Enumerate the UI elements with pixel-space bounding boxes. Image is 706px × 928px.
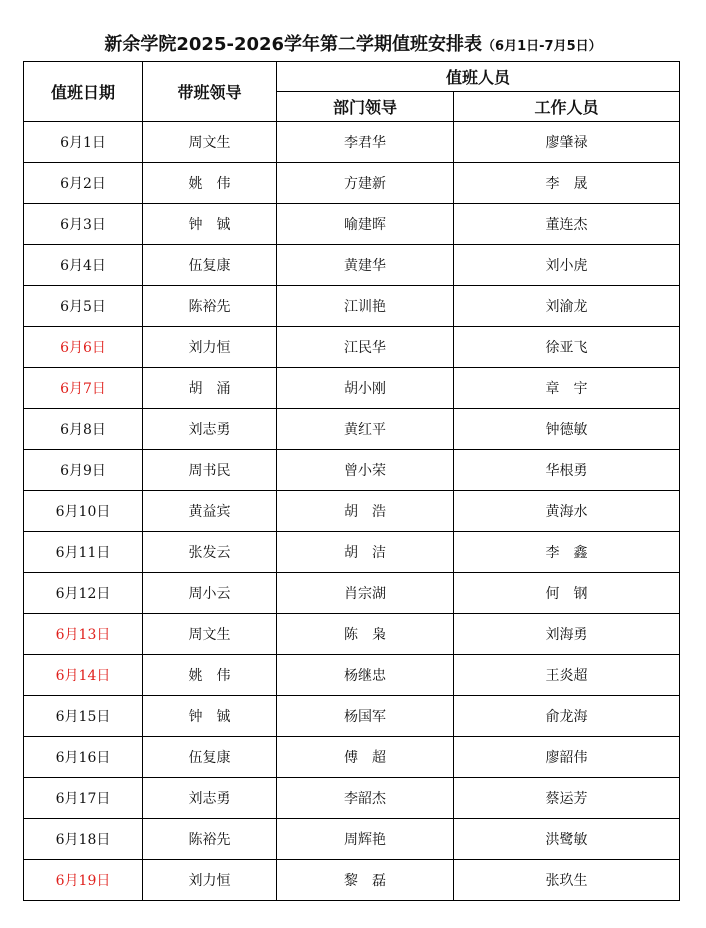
header-leader: 带班领导	[143, 62, 277, 122]
dept-leader-cell: 杨继忠	[277, 655, 454, 696]
leader-cell: 姚 伟	[143, 163, 277, 204]
table-body	[24, 122, 680, 901]
leader-cell: 周文生	[143, 614, 277, 655]
worker-cell: 华根勇	[454, 450, 680, 491]
worker-cell: 徐亚飞	[454, 327, 680, 368]
table-row	[24, 491, 680, 532]
dept-leader-cell: 黄红平	[277, 409, 454, 450]
date-cell: 6月5日	[24, 286, 143, 327]
dept-leader-cell: 方建新	[277, 163, 454, 204]
table-row	[24, 409, 680, 450]
date-cell: 6月4日	[24, 245, 143, 286]
table-row	[24, 614, 680, 655]
leader-cell: 刘力恒	[143, 327, 277, 368]
table-row	[24, 122, 680, 163]
worker-cell: 洪鹭敏	[454, 819, 680, 860]
table-row	[24, 573, 680, 614]
date-cell: 6月16日	[24, 737, 143, 778]
date-cell: 6月10日	[24, 491, 143, 532]
leader-cell: 陈裕先	[143, 286, 277, 327]
worker-cell: 王炎超	[454, 655, 680, 696]
table-row	[24, 819, 680, 860]
dept-leader-cell: 胡小刚	[277, 368, 454, 409]
dept-leader-cell: 李韶杰	[277, 778, 454, 819]
date-cell: 6月11日	[24, 532, 143, 573]
worker-cell: 刘渝龙	[454, 286, 680, 327]
dept-leader-cell: 黎 磊	[277, 860, 454, 901]
header-date: 值班日期	[24, 62, 143, 122]
worker-cell: 廖肇禄	[454, 122, 680, 163]
date-cell: 6月6日	[24, 327, 143, 368]
table-row	[24, 204, 680, 245]
table-row	[24, 778, 680, 819]
worker-cell: 刘海勇	[454, 614, 680, 655]
leader-cell: 黄益宾	[143, 491, 277, 532]
date-cell: 6月9日	[24, 450, 143, 491]
leader-cell: 周小云	[143, 573, 277, 614]
dept-leader-cell: 喻建晖	[277, 204, 454, 245]
date-cell: 6月18日	[24, 819, 143, 860]
date-cell: 6月15日	[24, 696, 143, 737]
date-cell: 6月12日	[24, 573, 143, 614]
header-dept-leader: 部门领导	[277, 92, 454, 122]
table-row	[24, 860, 680, 901]
dept-leader-cell: 江民华	[277, 327, 454, 368]
dept-leader-cell: 曾小荣	[277, 450, 454, 491]
worker-cell: 董连杰	[454, 204, 680, 245]
leader-cell: 陈裕先	[143, 819, 277, 860]
date-cell: 6月8日	[24, 409, 143, 450]
worker-cell: 李 晟	[454, 163, 680, 204]
leader-cell: 刘志勇	[143, 778, 277, 819]
worker-cell: 黄海水	[454, 491, 680, 532]
duty-schedule-table	[23, 61, 680, 901]
leader-cell: 刘志勇	[143, 409, 277, 450]
table-row	[24, 532, 680, 573]
table-row	[24, 286, 680, 327]
table-row	[24, 450, 680, 491]
worker-cell: 俞龙海	[454, 696, 680, 737]
leader-cell: 伍复康	[143, 737, 277, 778]
page-title	[0, 30, 706, 56]
header-staff-group: 值班人员	[277, 62, 680, 92]
leader-cell: 刘力恒	[143, 860, 277, 901]
date-cell: 6月3日	[24, 204, 143, 245]
dept-leader-cell: 杨国军	[277, 696, 454, 737]
title-date-range: （6月1日-7月5日）	[482, 39, 602, 54]
dept-leader-cell: 江训艳	[277, 286, 454, 327]
date-cell: 6月7日	[24, 368, 143, 409]
leader-cell: 姚 伟	[143, 655, 277, 696]
leader-cell: 张发云	[143, 532, 277, 573]
table-row	[24, 368, 680, 409]
worker-cell: 廖韶伟	[454, 737, 680, 778]
table-row	[24, 696, 680, 737]
dept-leader-cell: 黄建华	[277, 245, 454, 286]
table-row	[24, 245, 680, 286]
worker-cell: 何 钢	[454, 573, 680, 614]
leader-cell: 胡 涌	[143, 368, 277, 409]
table-row	[24, 737, 680, 778]
dept-leader-cell: 周辉艳	[277, 819, 454, 860]
leader-cell: 周文生	[143, 122, 277, 163]
worker-cell: 张玖生	[454, 860, 680, 901]
date-cell: 6月19日	[24, 860, 143, 901]
date-cell: 6月13日	[24, 614, 143, 655]
dept-leader-cell: 胡 洁	[277, 532, 454, 573]
leader-cell: 钟 铖	[143, 696, 277, 737]
leader-cell: 钟 铖	[143, 204, 277, 245]
date-cell: 6月1日	[24, 122, 143, 163]
date-cell: 6月17日	[24, 778, 143, 819]
dept-leader-cell: 傅 超	[277, 737, 454, 778]
dept-leader-cell: 陈 枭	[277, 614, 454, 655]
worker-cell: 刘小虎	[454, 245, 680, 286]
worker-cell: 蔡运芳	[454, 778, 680, 819]
header-worker: 工作人员	[454, 92, 680, 122]
worker-cell: 章 宇	[454, 368, 680, 409]
leader-cell: 周书民	[143, 450, 277, 491]
title-main: 新余学院2025-2026学年第二学期值班安排表	[104, 34, 483, 55]
worker-cell: 李 鑫	[454, 532, 680, 573]
dept-leader-cell: 胡 浩	[277, 491, 454, 532]
table-row	[24, 655, 680, 696]
worker-cell: 钟德敏	[454, 409, 680, 450]
date-cell: 6月2日	[24, 163, 143, 204]
dept-leader-cell: 李君华	[277, 122, 454, 163]
table-row	[24, 163, 680, 204]
leader-cell: 伍复康	[143, 245, 277, 286]
date-cell: 6月14日	[24, 655, 143, 696]
table-header	[24, 62, 680, 122]
dept-leader-cell: 肖宗湖	[277, 573, 454, 614]
table-row	[24, 327, 680, 368]
